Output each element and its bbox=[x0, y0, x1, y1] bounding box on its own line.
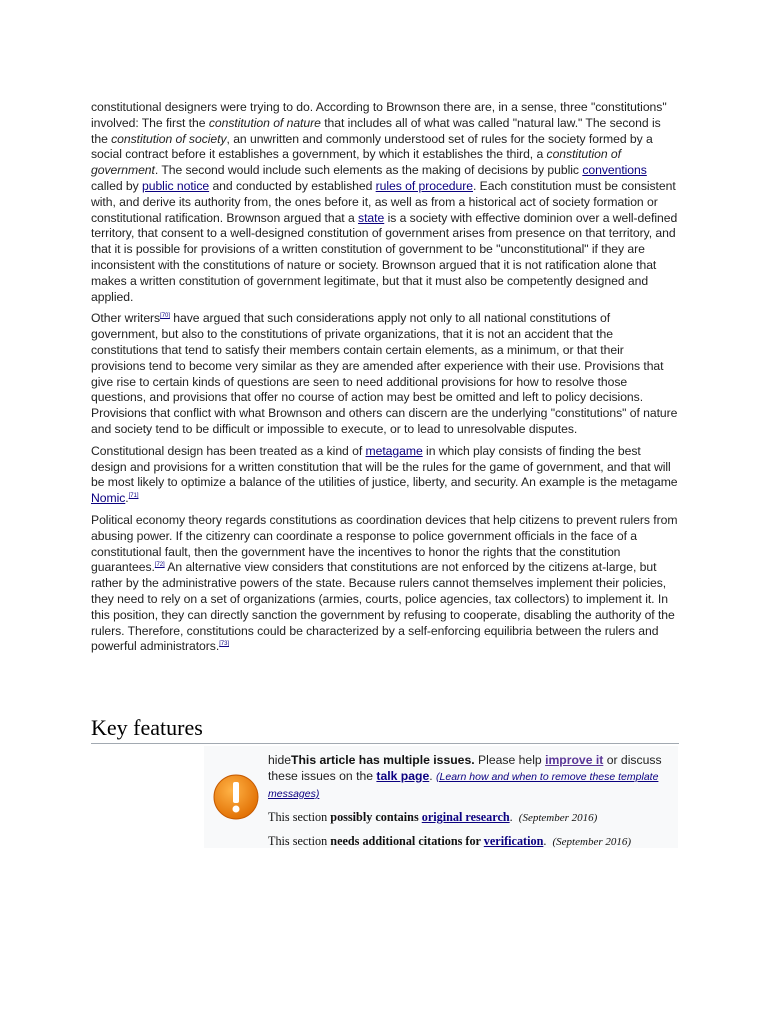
learn-remove-templates-link[interactable]: (Learn how and when to remove these template messages) bbox=[268, 771, 659, 800]
period-text: . bbox=[429, 769, 437, 783]
issues-message-body bbox=[268, 752, 672, 850]
issues-summary bbox=[268, 752, 672, 802]
discuss-text: or discuss these issues on the bbox=[268, 753, 662, 783]
warning-exclamation-icon bbox=[213, 774, 259, 820]
wiki-link-metagame[interactable]: metagame bbox=[365, 443, 423, 458]
section-heading-key-features: Key features bbox=[91, 713, 679, 744]
article-paragraph bbox=[91, 100, 679, 305]
paragraph-text: . bbox=[125, 491, 129, 506]
paragraph-text: is a society with effective dominion over a well-defined territory, that consent to a well-designed constitution of government arises from presence on that territory, and that it is possible for provisions of a written constitution of government to be "unconstitutional" if they are inconsistent with the constitutions of nature or society. Brownson argued that it is not ratification alone that makes a written constitution of government legitimate, but that it must also be competently designed and applied. bbox=[91, 210, 678, 304]
paragraph-text: . Each constitution must be consistent with, and derive its authority from, the ones before it, as well as from a historical act of society formation or constitutional ratification. Brownson argued that a bbox=[91, 178, 676, 225]
wiki-link-state[interactable]: state bbox=[358, 210, 385, 225]
citation-ref[interactable]: [72] bbox=[154, 562, 165, 569]
paragraph-text: called by bbox=[91, 178, 142, 193]
hide-toggle[interactable]: hide bbox=[268, 753, 292, 767]
issue-bold: possibly contains bbox=[330, 810, 422, 824]
paragraph-text: , an unwritten and commonly understood set of rules for the society formed by a social contract before it establishes a government, by which it establishes the third, a bbox=[91, 131, 653, 162]
original-research-link[interactable]: original research bbox=[421, 810, 510, 824]
issue-suffix: . bbox=[509, 810, 513, 824]
emphasis-text: constitution of nature bbox=[208, 115, 321, 130]
wiki-link-nomic[interactable]: Nomic bbox=[91, 491, 126, 506]
issue-bold: needs additional citations for bbox=[330, 834, 484, 848]
paragraph-text: in which play consists of finding the best design and provisions for a written constitution that will be the rules for the game of government, and that will be most likely to optimize a balance of the utilities of justice, liberty, and security. An example is the metagame bbox=[91, 443, 678, 490]
article-paragraph bbox=[91, 513, 679, 655]
issue-prefix: This section bbox=[268, 810, 331, 824]
article-paragraph bbox=[91, 311, 679, 437]
issue-verification bbox=[268, 833, 672, 850]
paragraph-text: constitutional designers were trying to do. According to Brownson there are, in a sense, three "constitutions" involved: The first the bbox=[91, 100, 667, 130]
citation-ref[interactable]: [70] bbox=[160, 313, 170, 320]
issue-prefix: This section bbox=[268, 834, 331, 848]
multiple-issues-box bbox=[204, 746, 678, 848]
citation-ref[interactable]: [73] bbox=[219, 641, 229, 648]
article-body bbox=[91, 100, 679, 661]
paragraph-text: and conducted by established bbox=[209, 178, 376, 193]
emphasis-text: constitution of society bbox=[111, 131, 227, 146]
improve-it-link[interactable]: improve it bbox=[545, 753, 604, 767]
talk-page-link[interactable]: talk page bbox=[376, 769, 430, 783]
citation-ref[interactable]: [71] bbox=[128, 493, 139, 500]
wiki-link-public-notice[interactable]: public notice bbox=[142, 178, 210, 193]
emphasis-text: constitution of government bbox=[91, 147, 621, 178]
paragraph-text: . The second would include such elements as the making of decisions by public bbox=[154, 163, 583, 178]
issue-original-research bbox=[268, 809, 672, 826]
article-paragraph bbox=[91, 444, 679, 507]
paragraph-text: Constitutional design has been treated as a kind of bbox=[91, 443, 366, 458]
paragraph-text: have argued that such considerations apply not only to all national constitutions of government, but also to the constitutions of private organizations, that it is not an accident that the constitutions that tend to satisfy their members contain certain elements, as a minimum, or that their provisions tend to become very similar as they are amended after experience with their use. Provisions that give rise to certain kinds of questions are seen to need additional provisions for how to resolve those questions, and provisions that offer no course of action may best be omitted and left to policy decisions. Provisions that conflict with what Brownson and others can discern are the underlying "constitutions" of nature and society tend to be difficult or impossible to execute, or to lead to unresolvable disputes. bbox=[91, 311, 678, 436]
issue-date: (September 2016) bbox=[552, 836, 632, 848]
paragraph-text: Other writers bbox=[91, 311, 161, 326]
please-help-text: Please help bbox=[474, 753, 546, 767]
issue-suffix: . bbox=[543, 834, 547, 848]
verification-link[interactable]: verification bbox=[483, 834, 544, 848]
issue-date: (September 2016) bbox=[518, 812, 598, 824]
paragraph-text: Political economy theory regards constitutions as coordination devices that help citizens to prevent rulers from abusing power. If the citizenry can coordinate a response to police government officials in the face of a constitutional fault, then the government have the incentives to honor the rights that the constitution guarantees. bbox=[91, 512, 678, 575]
wiki-link-conventions[interactable]: conventions bbox=[582, 163, 647, 178]
paragraph-text: that includes all of what was called "natural law." The second is the bbox=[91, 115, 661, 146]
issues-title: This article has multiple issues. bbox=[291, 753, 475, 767]
paragraph-text: An alternative view considers that constitutions are not enforced by the citizens at-large, but rather by the administrative powers of the state. Because rulers cannot themselves implement their policies, they need to rely on a set of organizations (armies, courts, police agencies, tax collectors) to implement it. In this position, they can directly sanction the government by refusing to cooperate, disabling the authority of the rulers. Therefore, constitutions could be characterized by a self-enforcing equilibria between the rulers and powerful administrators. bbox=[91, 560, 675, 654]
wiki-link-rules-of-procedure[interactable]: rules of procedure bbox=[375, 178, 473, 193]
